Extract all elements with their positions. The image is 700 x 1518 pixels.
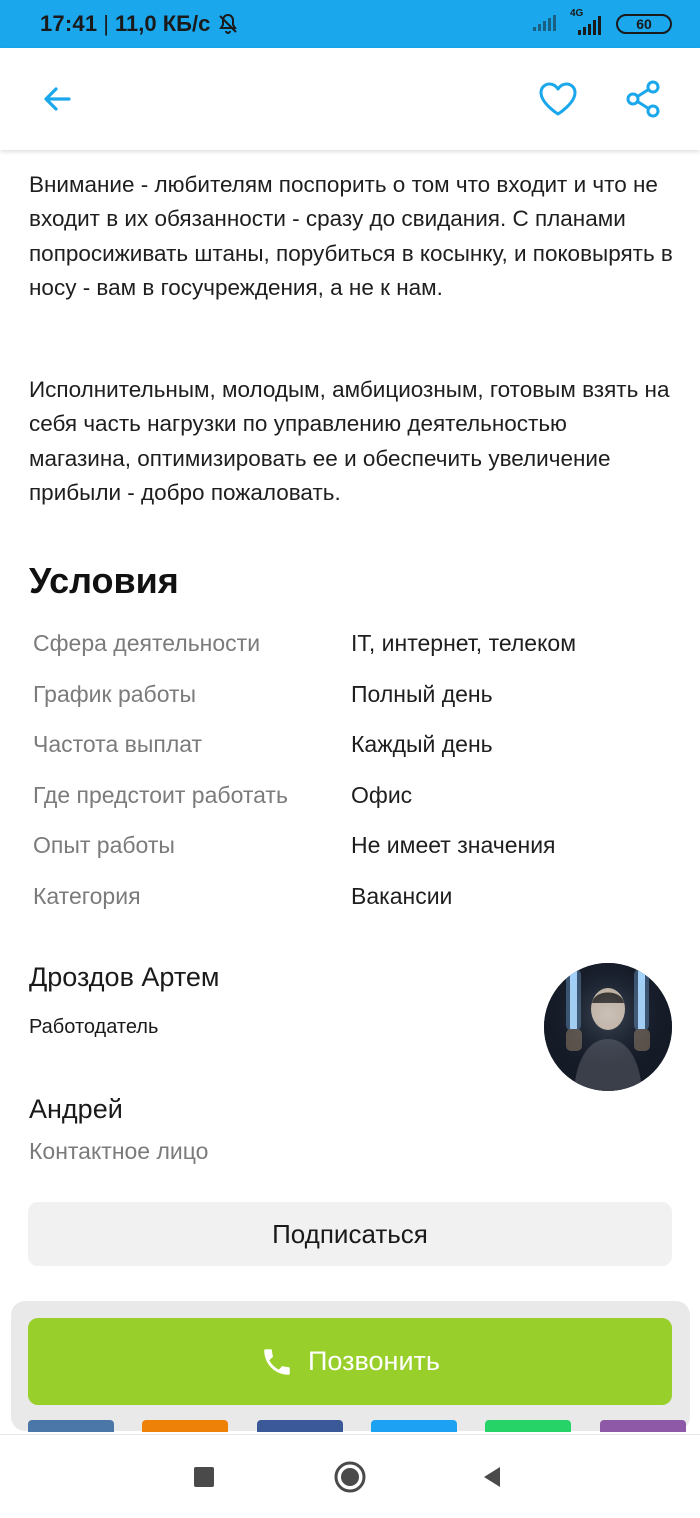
conditions-title: Условия <box>29 560 179 601</box>
status-network-speed: 11,0 КБ/с <box>115 11 211 36</box>
condition-value: Вакансии <box>351 883 453 909</box>
employer-name[interactable]: Дроздов Артем <box>29 962 220 992</box>
status-time: 17:41 <box>40 11 98 36</box>
back-button[interactable] <box>32 74 82 124</box>
call-button-label: Позвонить <box>308 1346 440 1376</box>
status-bar <box>0 0 700 48</box>
circle-icon <box>333 1460 367 1494</box>
app-bar <box>0 48 700 150</box>
share-vk-button[interactable] <box>28 1420 114 1432</box>
avatar[interactable] <box>544 963 672 1091</box>
condition-value: Офис <box>351 782 413 808</box>
share-whatsapp-button[interactable] <box>485 1420 571 1432</box>
share-viber-button[interactable] <box>600 1420 686 1432</box>
phone-icon <box>260 1345 294 1379</box>
condition-row <box>0 630 700 680</box>
condition-key: Сфера деятельности <box>33 630 261 656</box>
back-nav-button[interactable] <box>472 1457 512 1497</box>
condition-row <box>0 782 700 832</box>
call-button[interactable] <box>28 1318 672 1405</box>
status-separator: | <box>103 11 109 36</box>
condition-row <box>0 883 700 933</box>
contact-name: Андрей <box>29 1094 123 1124</box>
condition-row <box>0 681 700 731</box>
share-facebook-button[interactable] <box>257 1420 343 1432</box>
description-paragraph: Исполнительным, молодым, амбициозным, готовым взять на себя часть нагрузки по управлению деятельностью магазина, оптимизировать ее и обеспечить увеличение прибыли - добро пожаловать. <box>29 377 670 505</box>
heart-outline-icon <box>538 81 578 117</box>
condition-value: Полный день <box>351 681 493 707</box>
signal-icon <box>532 12 560 37</box>
arrow-left-icon <box>39 81 75 117</box>
battery-level: 60 <box>636 16 652 32</box>
employer-role: Работодатель <box>29 1016 159 1038</box>
share-strip <box>28 1420 672 1432</box>
condition-key: Где предстоит работать <box>33 782 288 808</box>
condition-row <box>0 731 700 781</box>
battery-icon <box>616 14 672 34</box>
condition-value: IT, интернет, телеком <box>351 630 577 656</box>
condition-row <box>0 832 700 882</box>
condition-value: Каждый день <box>351 731 493 757</box>
avatar-image <box>544 963 672 1091</box>
system-nav-bar <box>0 1434 700 1518</box>
favorite-button[interactable] <box>533 74 583 124</box>
square-icon <box>192 1465 216 1489</box>
signal-4g-icon <box>570 8 606 36</box>
description-paragraph: Внимание - любителям поспорить о том что входит и что не входит в их обязанности - сразу до свидания. С планами попросиживать штаны, порубиться в косынку, и поковырять в носу - вам в госучреждения, а не к нам. <box>29 172 673 300</box>
share-icon <box>625 80 661 118</box>
share-twitter-button[interactable] <box>371 1420 457 1432</box>
condition-value: Не имеет значения <box>351 832 556 858</box>
triangle-back-icon <box>480 1465 504 1489</box>
bell-muted-icon <box>216 12 240 36</box>
subscribe-button[interactable]: Подписаться <box>28 1202 672 1266</box>
share-ok-button[interactable] <box>142 1420 228 1432</box>
share-button[interactable] <box>618 74 668 124</box>
contact-role: Контактное лицо <box>29 1138 209 1164</box>
recents-button[interactable] <box>184 1457 224 1497</box>
condition-key: Опыт работы <box>33 832 175 858</box>
condition-key: Категория <box>33 883 141 909</box>
home-button[interactable] <box>330 1457 370 1497</box>
condition-key: Частота выплат <box>33 731 203 757</box>
condition-key: График работы <box>33 681 197 707</box>
network-type-label: 4G <box>570 8 584 19</box>
